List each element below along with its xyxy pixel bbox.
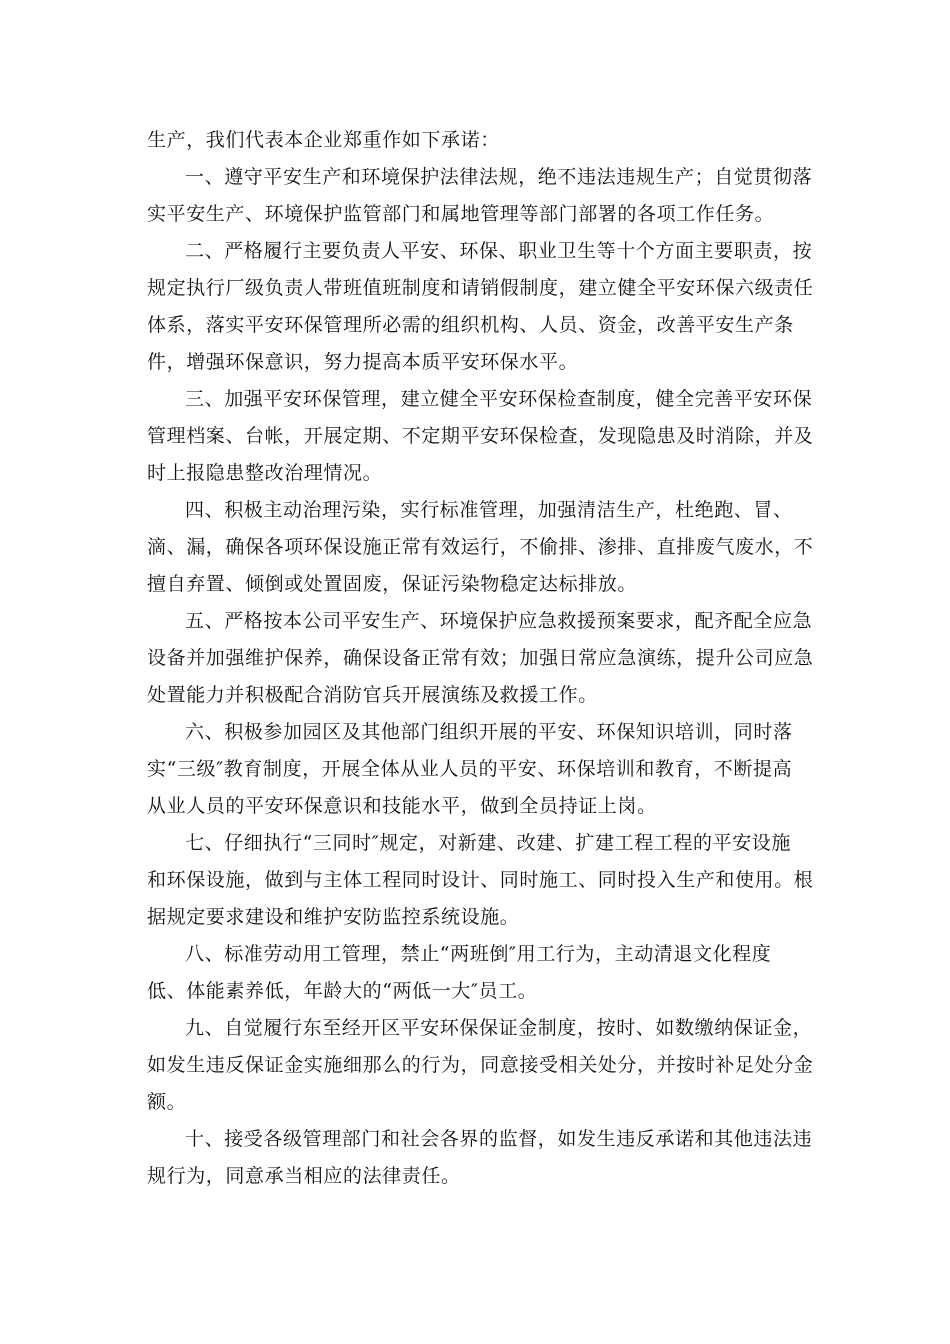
text-line: 如发生违反保证金实施细那么的行为，同意接受相关处分，并按时补足处分金 — [147, 1054, 814, 1076]
text-line: 额。 — [147, 1091, 187, 1113]
text-line: 十、接受各级管理部门和社会各界的监督，如发生违反承诺和其他违法违 — [185, 1128, 813, 1150]
text-line: 四、积极主动治理污染，实行标准管理，加强清洁生产，杜绝跑、冒、 — [185, 499, 793, 521]
text-line: 规行为，同意承当相应的法律责任。 — [147, 1165, 461, 1187]
text-line: 处置能力并积极配合消防官兵开展演练及救援工作。 — [147, 684, 598, 706]
text-line: 一、遵守平安生产和环境保护法律法规，绝不违法违规生产；自觉贯彻落 — [185, 166, 813, 188]
text-line: 低、体能素养低，年龄大的“两低一大″员工。 — [147, 980, 538, 1002]
text-line: 滴、漏，确保各项环保设施正常有效运行，不偷排、渗排、直排废气废水，不 — [147, 536, 814, 558]
text-line: 设备并加强维护保养，确保设备正常有效；加强日常应急演练，提升公司应急 — [147, 647, 814, 669]
text-line: 实“三级″教育制度，开展全体从业人员的平安、环保培训和教育，不断提高 — [147, 758, 793, 780]
text-line: 管理档案、台帐，开展定期、不定期平安环保检查，发现隐患及时消除，并及 — [147, 425, 814, 447]
text-line: 九、自觉履行东至经开区平安环保保证金制度，按时、如数缴纳保证金， — [185, 1017, 813, 1039]
text-line: 件，增强环保意识，努力提高本质平安环保水平。 — [147, 351, 579, 373]
text-line: 实平安生产、环境保护监管部门和属地管理等部门部署的各项工作任务。 — [147, 203, 775, 225]
text-line: 规定执行厂级负责人带班值班制度和请销假制度，建立健全平安环保六级责任 — [147, 277, 814, 299]
text-line: 三、加强平安环保管理，建立健全平安环保检查制度，健全完善平安环保 — [185, 388, 813, 410]
text-line: 从业人员的平安环保意识和技能水平，做到全员持证上岗。 — [147, 795, 657, 817]
text-line: 八、标准劳动用工管理，禁止“两班倒″用工行为，主动清退文化程度 — [185, 943, 772, 965]
text-line: 擅自弃置、倾倒或处置固废，保证污染物稳定达标排放。 — [147, 573, 638, 595]
text-line: 和环保设施，做到与主体工程同时设计、同时施工、同时投入生产和使用。根 — [147, 869, 814, 891]
text-line: 时上报隐患整改治理情况。 — [147, 462, 383, 484]
text-line: 体系，落实平安环保管理所必需的组织机构、人员、资金，改善平安生产条 — [147, 314, 794, 336]
text-line: 二、严格履行主要负责人平安、环保、职业卫生等十个方面主要职责，按 — [185, 240, 813, 262]
text-line: 七、仔细执行“三同时″规定，对新建、改建、扩建工程工程的平安设施 — [185, 832, 792, 854]
text-line: 六、积极参加园区及其他部门组织开展的平安、环保知识培训，同时落 — [185, 721, 793, 743]
text-line: 五、严格按本公司平安生产、环境保护应急救援预案要求，配齐配全应急 — [185, 610, 813, 632]
text-line: 据规定要求建设和维护安防监控系统设施。 — [147, 906, 520, 928]
document-body — [147, 122, 814, 1195]
text-line: 生产，我们代表本企业郑重作如下承诺： — [147, 129, 500, 151]
